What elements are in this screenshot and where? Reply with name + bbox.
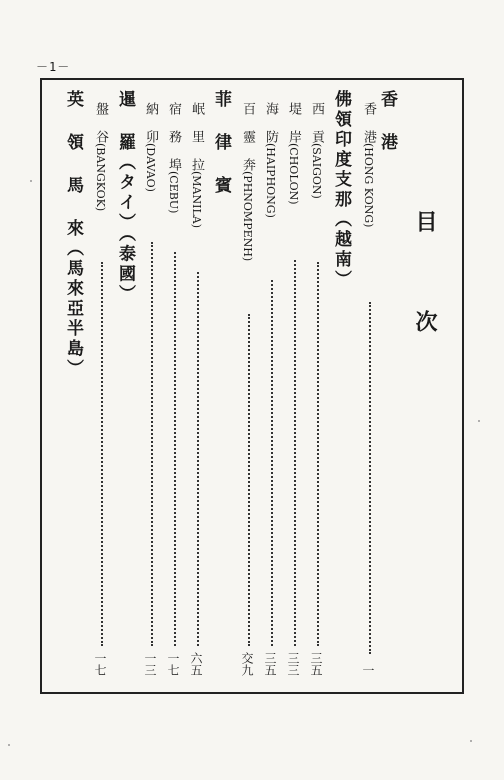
entry-label: 盤 谷(BANGKOK) — [93, 102, 108, 212]
toc-entry — [167, 102, 183, 676]
entry-label: 宿 務 埠(CEBU) — [166, 102, 181, 214]
section-header-hongkong: 香 港 — [377, 90, 397, 153]
page-number: －1－ — [36, 60, 71, 74]
toc-entry — [94, 102, 110, 676]
toc-frame — [40, 78, 464, 694]
section-header-malaya: 英 領 馬 來（馬來亞半島） — [63, 90, 83, 379]
entry-page: 一七 — [93, 652, 107, 676]
entry-page: 一 — [361, 664, 375, 676]
toc-entry — [310, 102, 326, 676]
entry-page: 三三 — [286, 652, 300, 676]
toc-entry — [190, 102, 206, 676]
section-header-siam: 暹 羅（タイ）（泰國） — [115, 90, 135, 305]
entry-label: 堤 岸(CHOLON) — [286, 102, 301, 205]
entry-page: 一七 — [166, 652, 180, 676]
toc-entry — [362, 102, 378, 676]
entry-page: 三五 — [309, 652, 323, 676]
entry-label: 岷 里 拉(MANILA) — [189, 102, 204, 229]
entry-label: 香 港(HONG KONG) — [361, 102, 376, 228]
section-header-philippines: 菲 律 賓 — [211, 90, 231, 196]
entry-page: 交九 — [240, 652, 254, 676]
entry-page: 一三 — [143, 652, 157, 676]
entry-label: 納 卯(DAVAO) — [143, 102, 158, 192]
toc-entry — [287, 102, 303, 676]
toc-entry — [144, 102, 160, 676]
entry-page: 三五 — [263, 652, 277, 676]
toc-entry — [241, 102, 257, 676]
entry-label: 海 防(HAIPHONG) — [263, 102, 278, 218]
section-header-indochina: 佛領印度支那（越南） — [331, 90, 351, 290]
entry-label: 百 靈 奔(PHNOMPENH) — [240, 102, 255, 262]
toc-entry — [264, 102, 280, 676]
entry-label: 西 貢(SAIGON) — [309, 102, 324, 199]
toc-title: 目 次 — [412, 210, 438, 358]
entry-page: 六五 — [189, 652, 203, 676]
